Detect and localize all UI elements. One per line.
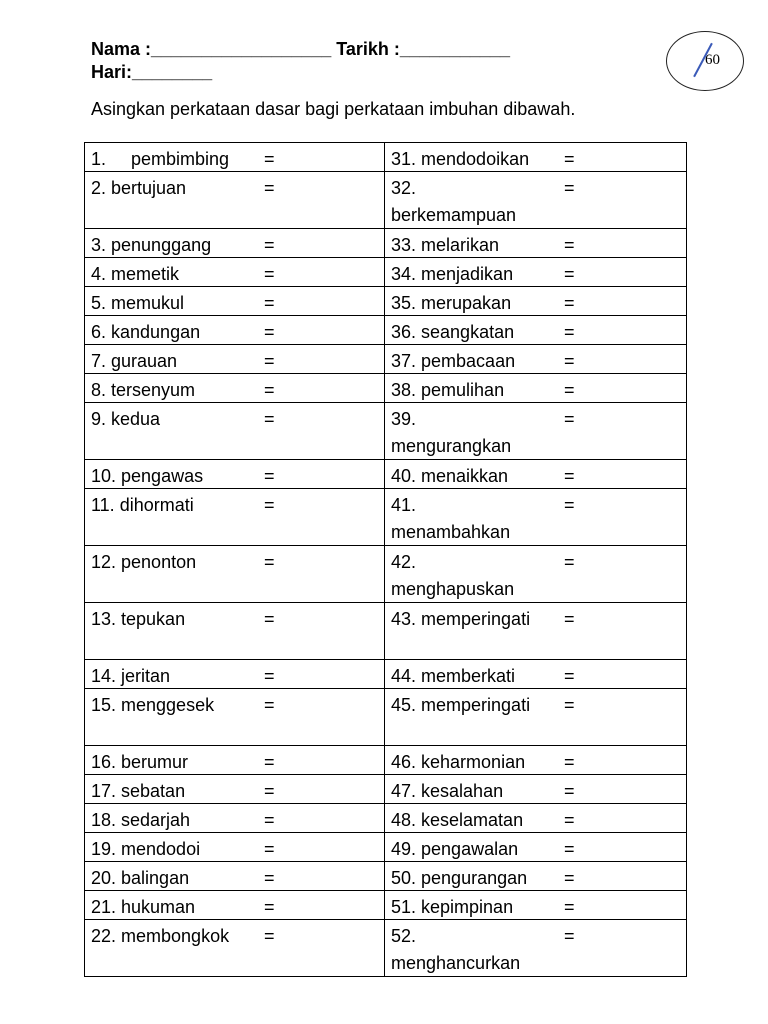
answer-equals[interactable]: = <box>264 609 275 629</box>
word-item: 38. pemulihan <box>391 380 505 400</box>
table-cell-left <box>85 660 385 689</box>
table-cell-left <box>85 746 385 775</box>
table-row <box>85 603 687 660</box>
answer-equals[interactable]: = <box>564 552 575 572</box>
table-cell-left <box>85 403 385 460</box>
answer-equals[interactable]: = <box>264 552 275 572</box>
table-row <box>85 258 687 287</box>
header-line-name-date: Nama :__________________ Tarikh :___________ <box>91 39 511 59</box>
word-item: 41. menambahkan <box>391 495 511 542</box>
table-cell-left <box>85 316 385 345</box>
word-item: 20. balingan <box>91 868 190 888</box>
word-item: 8. tersenyum <box>91 380 196 400</box>
table-cell-right <box>385 143 687 172</box>
word-item: 44. memberkati <box>391 666 516 686</box>
word-item: 49. pengawalan <box>391 839 519 859</box>
score-oval <box>666 31 744 91</box>
table-cell-right <box>385 460 687 489</box>
table-cell-right <box>385 345 687 374</box>
answer-equals[interactable]: = <box>264 495 275 515</box>
table-row <box>85 403 687 460</box>
answer-equals[interactable]: = <box>264 810 275 830</box>
table-row <box>85 920 687 977</box>
table-cell-right <box>385 660 687 689</box>
table-cell-right <box>385 316 687 345</box>
answer-equals[interactable]: = <box>564 752 575 772</box>
word-item: 51. kepimpinan <box>391 897 514 917</box>
table-cell-left <box>85 689 385 746</box>
table-cell-left <box>85 603 385 660</box>
answer-equals[interactable]: = <box>564 178 575 198</box>
answer-equals[interactable]: = <box>564 868 575 888</box>
table-row <box>85 345 687 374</box>
answer-equals[interactable]: = <box>564 380 575 400</box>
answer-equals[interactable]: = <box>264 926 275 946</box>
table-row <box>85 804 687 833</box>
table-cell-left <box>85 489 385 546</box>
answer-equals[interactable]: = <box>564 695 575 715</box>
table-cell-right <box>385 546 687 603</box>
word-item: 36. seangkatan <box>391 322 515 342</box>
answer-equals[interactable]: = <box>564 495 575 515</box>
answer-equals[interactable]: = <box>564 322 575 342</box>
table-cell-left <box>85 172 385 229</box>
table-cell-left <box>85 345 385 374</box>
word-item: 9. kedua <box>91 409 161 429</box>
answer-equals[interactable]: = <box>264 752 275 772</box>
word-item: 37. pembacaan <box>391 351 516 371</box>
word-item: 48. keselamatan <box>391 810 524 830</box>
answer-equals[interactable]: = <box>264 351 275 371</box>
table-row <box>85 862 687 891</box>
word-item: 50. pengurangan <box>391 868 528 888</box>
table-cell-right <box>385 689 687 746</box>
table-cell-left <box>85 374 385 403</box>
word-item: 15. menggesek <box>91 695 215 715</box>
table-cell-right <box>385 862 687 891</box>
table-cell-right <box>385 603 687 660</box>
table-cell-left <box>85 833 385 862</box>
word-item: 1. pembimbing <box>91 149 230 169</box>
word-item: 4. memetik <box>91 264 180 284</box>
table-cell-right <box>385 403 687 460</box>
answer-equals[interactable]: = <box>264 409 275 429</box>
table-cell-right <box>385 489 687 546</box>
word-item: 2. bertujuan <box>91 178 187 198</box>
table-cell-right <box>385 920 687 977</box>
table-row <box>85 833 687 862</box>
word-item: 52. menghancurkan <box>391 926 521 973</box>
table-row <box>85 660 687 689</box>
answer-equals[interactable]: = <box>264 466 275 486</box>
word-item: 16. berumur <box>91 752 189 772</box>
answer-equals[interactable]: = <box>564 351 575 371</box>
word-item: 31. mendodoikan <box>391 149 530 169</box>
table-row <box>85 746 687 775</box>
word-item: 22. membongkok <box>91 926 230 946</box>
word-item: 40. menaikkan <box>391 466 509 486</box>
answer-equals[interactable]: = <box>564 264 575 284</box>
table-row <box>85 775 687 804</box>
table-cell-right <box>385 804 687 833</box>
word-item: 32. berkemampuan <box>391 178 517 225</box>
word-item: 46. keharmonian <box>391 752 526 772</box>
table-row <box>85 891 687 920</box>
answer-equals[interactable]: = <box>564 235 575 255</box>
table-row <box>85 689 687 746</box>
word-item: 35. merupakan <box>391 293 512 313</box>
table-row <box>85 287 687 316</box>
table-cell-right <box>385 746 687 775</box>
answer-equals[interactable]: = <box>264 264 275 284</box>
answer-equals[interactable]: = <box>264 666 275 686</box>
answer-equals[interactable]: = <box>264 380 275 400</box>
table-cell-left <box>85 775 385 804</box>
table-row <box>85 229 687 258</box>
word-item: 5. memukul <box>91 293 185 313</box>
answer-equals[interactable]: = <box>264 695 275 715</box>
answer-equals[interactable]: = <box>564 666 575 686</box>
word-item: 21. hukuman <box>91 897 196 917</box>
word-item: 43. memperingati <box>391 609 531 629</box>
word-item: 18. sedarjah <box>91 810 191 830</box>
header-line-day: Hari:________ <box>91 62 213 82</box>
table-cell-left <box>85 804 385 833</box>
answer-equals[interactable]: = <box>564 409 575 429</box>
table-cell-left <box>85 143 385 172</box>
answer-equals[interactable]: = <box>264 781 275 801</box>
answer-equals[interactable]: = <box>564 810 575 830</box>
word-item: 11. dihormati <box>91 495 194 515</box>
table-cell-left <box>85 287 385 316</box>
answer-equals[interactable]: = <box>264 149 275 169</box>
word-item: 13. tepukan <box>91 609 186 629</box>
table-cell-left <box>85 920 385 977</box>
answer-equals[interactable]: = <box>264 235 275 255</box>
score-total: 60 <box>705 52 720 68</box>
answer-equals[interactable]: = <box>564 781 575 801</box>
answer-equals[interactable]: = <box>564 293 575 313</box>
answer-equals[interactable]: = <box>264 839 275 859</box>
word-item: 17. sebatan <box>91 781 186 801</box>
table-cell-left <box>85 862 385 891</box>
answer-equals[interactable]: = <box>564 466 575 486</box>
word-item: 10. pengawas <box>91 466 204 486</box>
word-table <box>84 142 687 977</box>
answer-equals[interactable]: = <box>264 178 275 198</box>
word-item: 45. memperingati <box>391 695 531 715</box>
table-cell-right <box>385 775 687 804</box>
word-item: 12. penonton <box>91 552 197 572</box>
table-row <box>85 374 687 403</box>
word-item: 3. penunggang <box>91 235 212 255</box>
table-row <box>85 546 687 603</box>
table-cell-right <box>385 833 687 862</box>
answer-equals[interactable]: = <box>264 322 275 342</box>
table-cell-left <box>85 460 385 489</box>
word-item: 42. menghapuskan <box>391 552 515 599</box>
word-item: 39. mengurangkan <box>391 409 512 456</box>
answer-equals[interactable]: = <box>564 609 575 629</box>
word-item: 19. mendodoi <box>91 839 201 859</box>
table-row <box>85 316 687 345</box>
word-item: 14. jeritan <box>91 666 171 686</box>
table-row <box>85 460 687 489</box>
word-item: 33. melarikan <box>391 235 500 255</box>
table-row <box>85 143 687 172</box>
table-cell-left <box>85 229 385 258</box>
table-row <box>85 489 687 546</box>
table-row <box>85 172 687 229</box>
table-cell-right <box>385 374 687 403</box>
answer-equals[interactable]: = <box>264 293 275 313</box>
instruction-text: Asingkan perkataan dasar bagi perkataan imbuhan dibawah. <box>91 99 576 119</box>
word-item: 7. gurauan <box>91 351 178 371</box>
word-item: 34. menjadikan <box>391 264 514 284</box>
answer-equals[interactable]: = <box>264 868 275 888</box>
table-cell-right <box>385 891 687 920</box>
word-item: 6. kandungan <box>91 322 201 342</box>
answer-equals[interactable]: = <box>564 839 575 859</box>
table-cell-left <box>85 546 385 603</box>
word-item: 47. kesalahan <box>391 781 504 801</box>
table-cell-right <box>385 229 687 258</box>
answer-equals[interactable]: = <box>564 149 575 169</box>
answer-equals[interactable]: = <box>564 897 575 917</box>
table-cell-right <box>385 287 687 316</box>
answer-equals[interactable]: = <box>264 897 275 917</box>
table-cell-right <box>385 172 687 229</box>
table-cell-left <box>85 258 385 287</box>
answer-equals[interactable]: = <box>564 926 575 946</box>
table-cell-left <box>85 891 385 920</box>
table-cell-right <box>385 258 687 287</box>
